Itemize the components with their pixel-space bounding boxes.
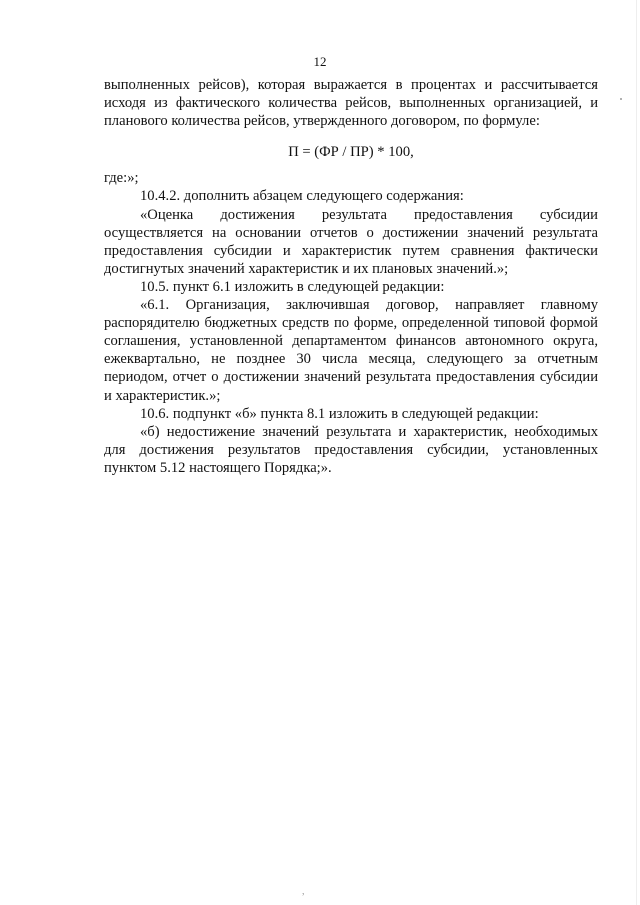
scan-speck bbox=[620, 98, 622, 100]
scan-edge-line bbox=[636, 0, 637, 905]
paragraph-where: где:»; bbox=[104, 170, 139, 187]
document-body bbox=[104, 76, 598, 477]
paragraph-10-4-2: 10.4.2. дополнить абзацем следующего содержания: bbox=[140, 188, 464, 205]
paragraph-6-1-quote: «6.1. Организация, заключившая договор, направляет главному распорядителю бюджетных средств по форме, определенной типовой формой соглашения, установленной департаментом финансов автономного округа, ежеквартально, не позднее 30 числа месяца, следующего за отчетным периодом, отчет о достижении значений результата предоставления субсидии и характеристик.»; bbox=[104, 297, 598, 404]
bottom-scan-mark: , bbox=[302, 886, 305, 897]
paragraph-10-6: 10.6. подпункт «б» пункта 8.1 изложить в следующей редакции: bbox=[140, 405, 539, 422]
paragraph-evaluation-quote: «Оценка достижения результата предоставления субсидии осуществляется на основании отчетов о достижении значений результата предоставления субсидии и характеристик путем сравнения фактически достигнутых значений характеристик и их плановых значений.»; bbox=[104, 206, 598, 277]
paragraph-10-5: 10.5. пункт 6.1 изложить в следующей редакции: bbox=[140, 278, 445, 295]
paragraph-b-quote: «б) недостижение значений результата и характеристик, необходимых для достижения результатов предоставления субсидии, установленных пунктом 5.12 настоящего Порядка;». bbox=[104, 423, 598, 476]
formula: П = (ФР / ПР) * 100, bbox=[288, 144, 414, 161]
paragraph-continuation: выполненных рейсов), которая выражается в процентах и рассчитывается исходя из фактического количества рейсов, выполненных организацией, и планового количества рейсов, утвержденного договором, по формуле: bbox=[104, 77, 598, 130]
page-number: 12 bbox=[313, 54, 327, 69]
